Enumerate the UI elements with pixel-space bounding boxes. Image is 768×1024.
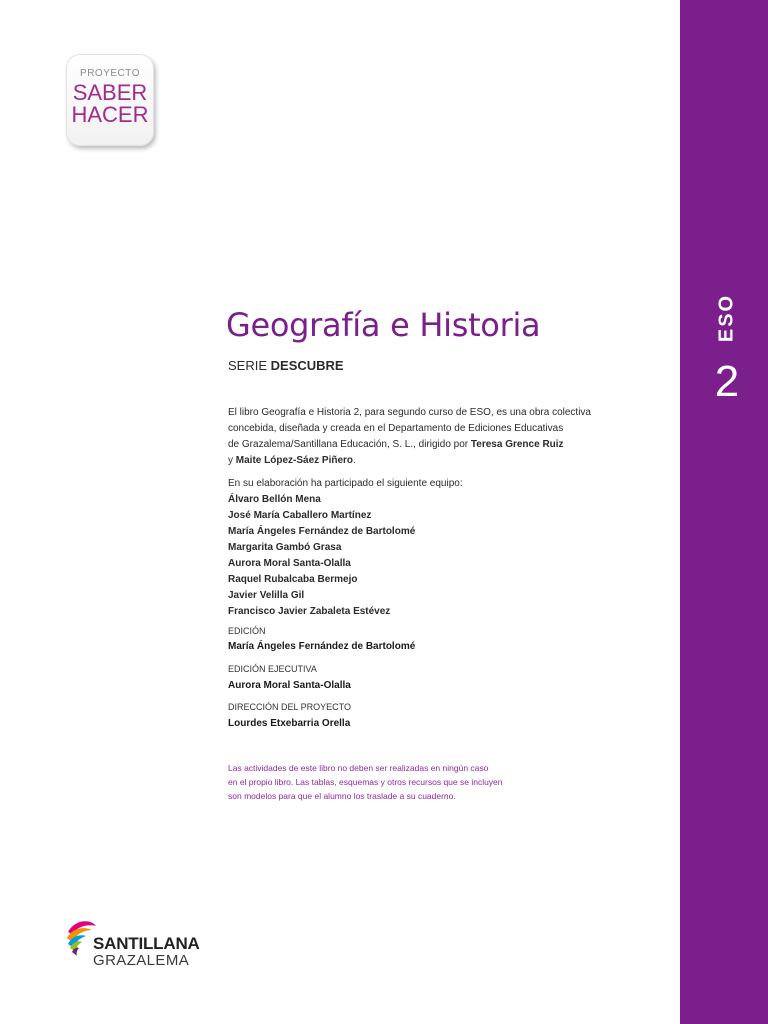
team-heading: En su elaboración ha participado el siguiente equipo: xyxy=(228,478,463,489)
direccion-name: Lourdes Etxebarria Orella xyxy=(228,718,351,729)
director-1: Teresa Grence Ruiz xyxy=(470,439,564,450)
side-band xyxy=(680,0,768,1024)
edicion-name: María Ángeles Fernández de Bartolomé xyxy=(228,641,416,652)
intro-line-4-text: y xyxy=(228,455,236,466)
notice-line-3: son modelos para que el alumno los traslade a su cuaderno. xyxy=(228,791,456,801)
team-member: José María Caballero Martínez xyxy=(228,510,372,521)
intro-line-1: El libro Geografía e Historia 2, para segundo curso de ESO, es una obra colectiva xyxy=(228,407,591,418)
intro-line-3-text: de Grazalema/Santillana Educación, S. L., dirigido por xyxy=(228,439,471,450)
edicion-label: EDICIÓN xyxy=(228,626,266,636)
series-line xyxy=(228,358,344,373)
series-label: SERIE xyxy=(228,358,268,373)
book-title: Geografía e Historia xyxy=(226,306,541,344)
edicion-ejecutiva-name: Aurora Moral Santa-Olalla xyxy=(228,680,351,691)
edicion-ejecutiva-label: EDICIÓN EJECUTIVA xyxy=(228,664,317,674)
team-member: María Ángeles Fernández de Bartolomé xyxy=(228,526,416,537)
badge-line-2: HACER xyxy=(71,102,149,127)
usage-notice xyxy=(228,761,548,803)
intro-line-2: concebida, diseñada y creada en el Departamento de Ediciones Educativas xyxy=(228,423,564,434)
team-member: Javier Velilla Gil xyxy=(228,590,305,601)
notice-line-1: Las actividades de este libro no deben ser realizadas en ningún caso xyxy=(228,763,489,773)
team-list xyxy=(228,476,588,620)
level-label: ESO xyxy=(715,293,738,343)
team-member: Álvaro Bellón Mena xyxy=(228,494,321,505)
project-badge xyxy=(66,54,154,146)
direccion-label: DIRECCIÓN DEL PROYECTO xyxy=(228,702,352,712)
intro-line-3 xyxy=(228,437,588,453)
publisher-imprint: GRAZALEMA xyxy=(93,952,190,969)
series-name: DESCUBRE xyxy=(270,358,344,373)
intro-paragraph xyxy=(228,405,591,469)
team-member: Francisco Javier Zabaleta Estévez xyxy=(228,606,391,617)
intro-line-4-end: . xyxy=(353,455,356,466)
badge-project-label: PROYECTO xyxy=(80,68,140,79)
team-member: Aurora Moral Santa-Olalla xyxy=(228,558,351,569)
team-member: Raquel Rubalcaba Bermejo xyxy=(228,574,358,585)
notice-line-2: en el propio libro. Las tablas, esquemas y otros recursos que se incluyen xyxy=(228,777,503,787)
team-member: Margarita Gambó Grasa xyxy=(228,542,342,553)
director-2: Maite López-Sáez Piñero xyxy=(235,455,354,466)
badge-line-1: SABER xyxy=(72,80,148,105)
publisher-name: SANTILLANA xyxy=(93,934,200,953)
intro-line-4 xyxy=(228,453,588,469)
course-number: 2 xyxy=(714,357,740,406)
